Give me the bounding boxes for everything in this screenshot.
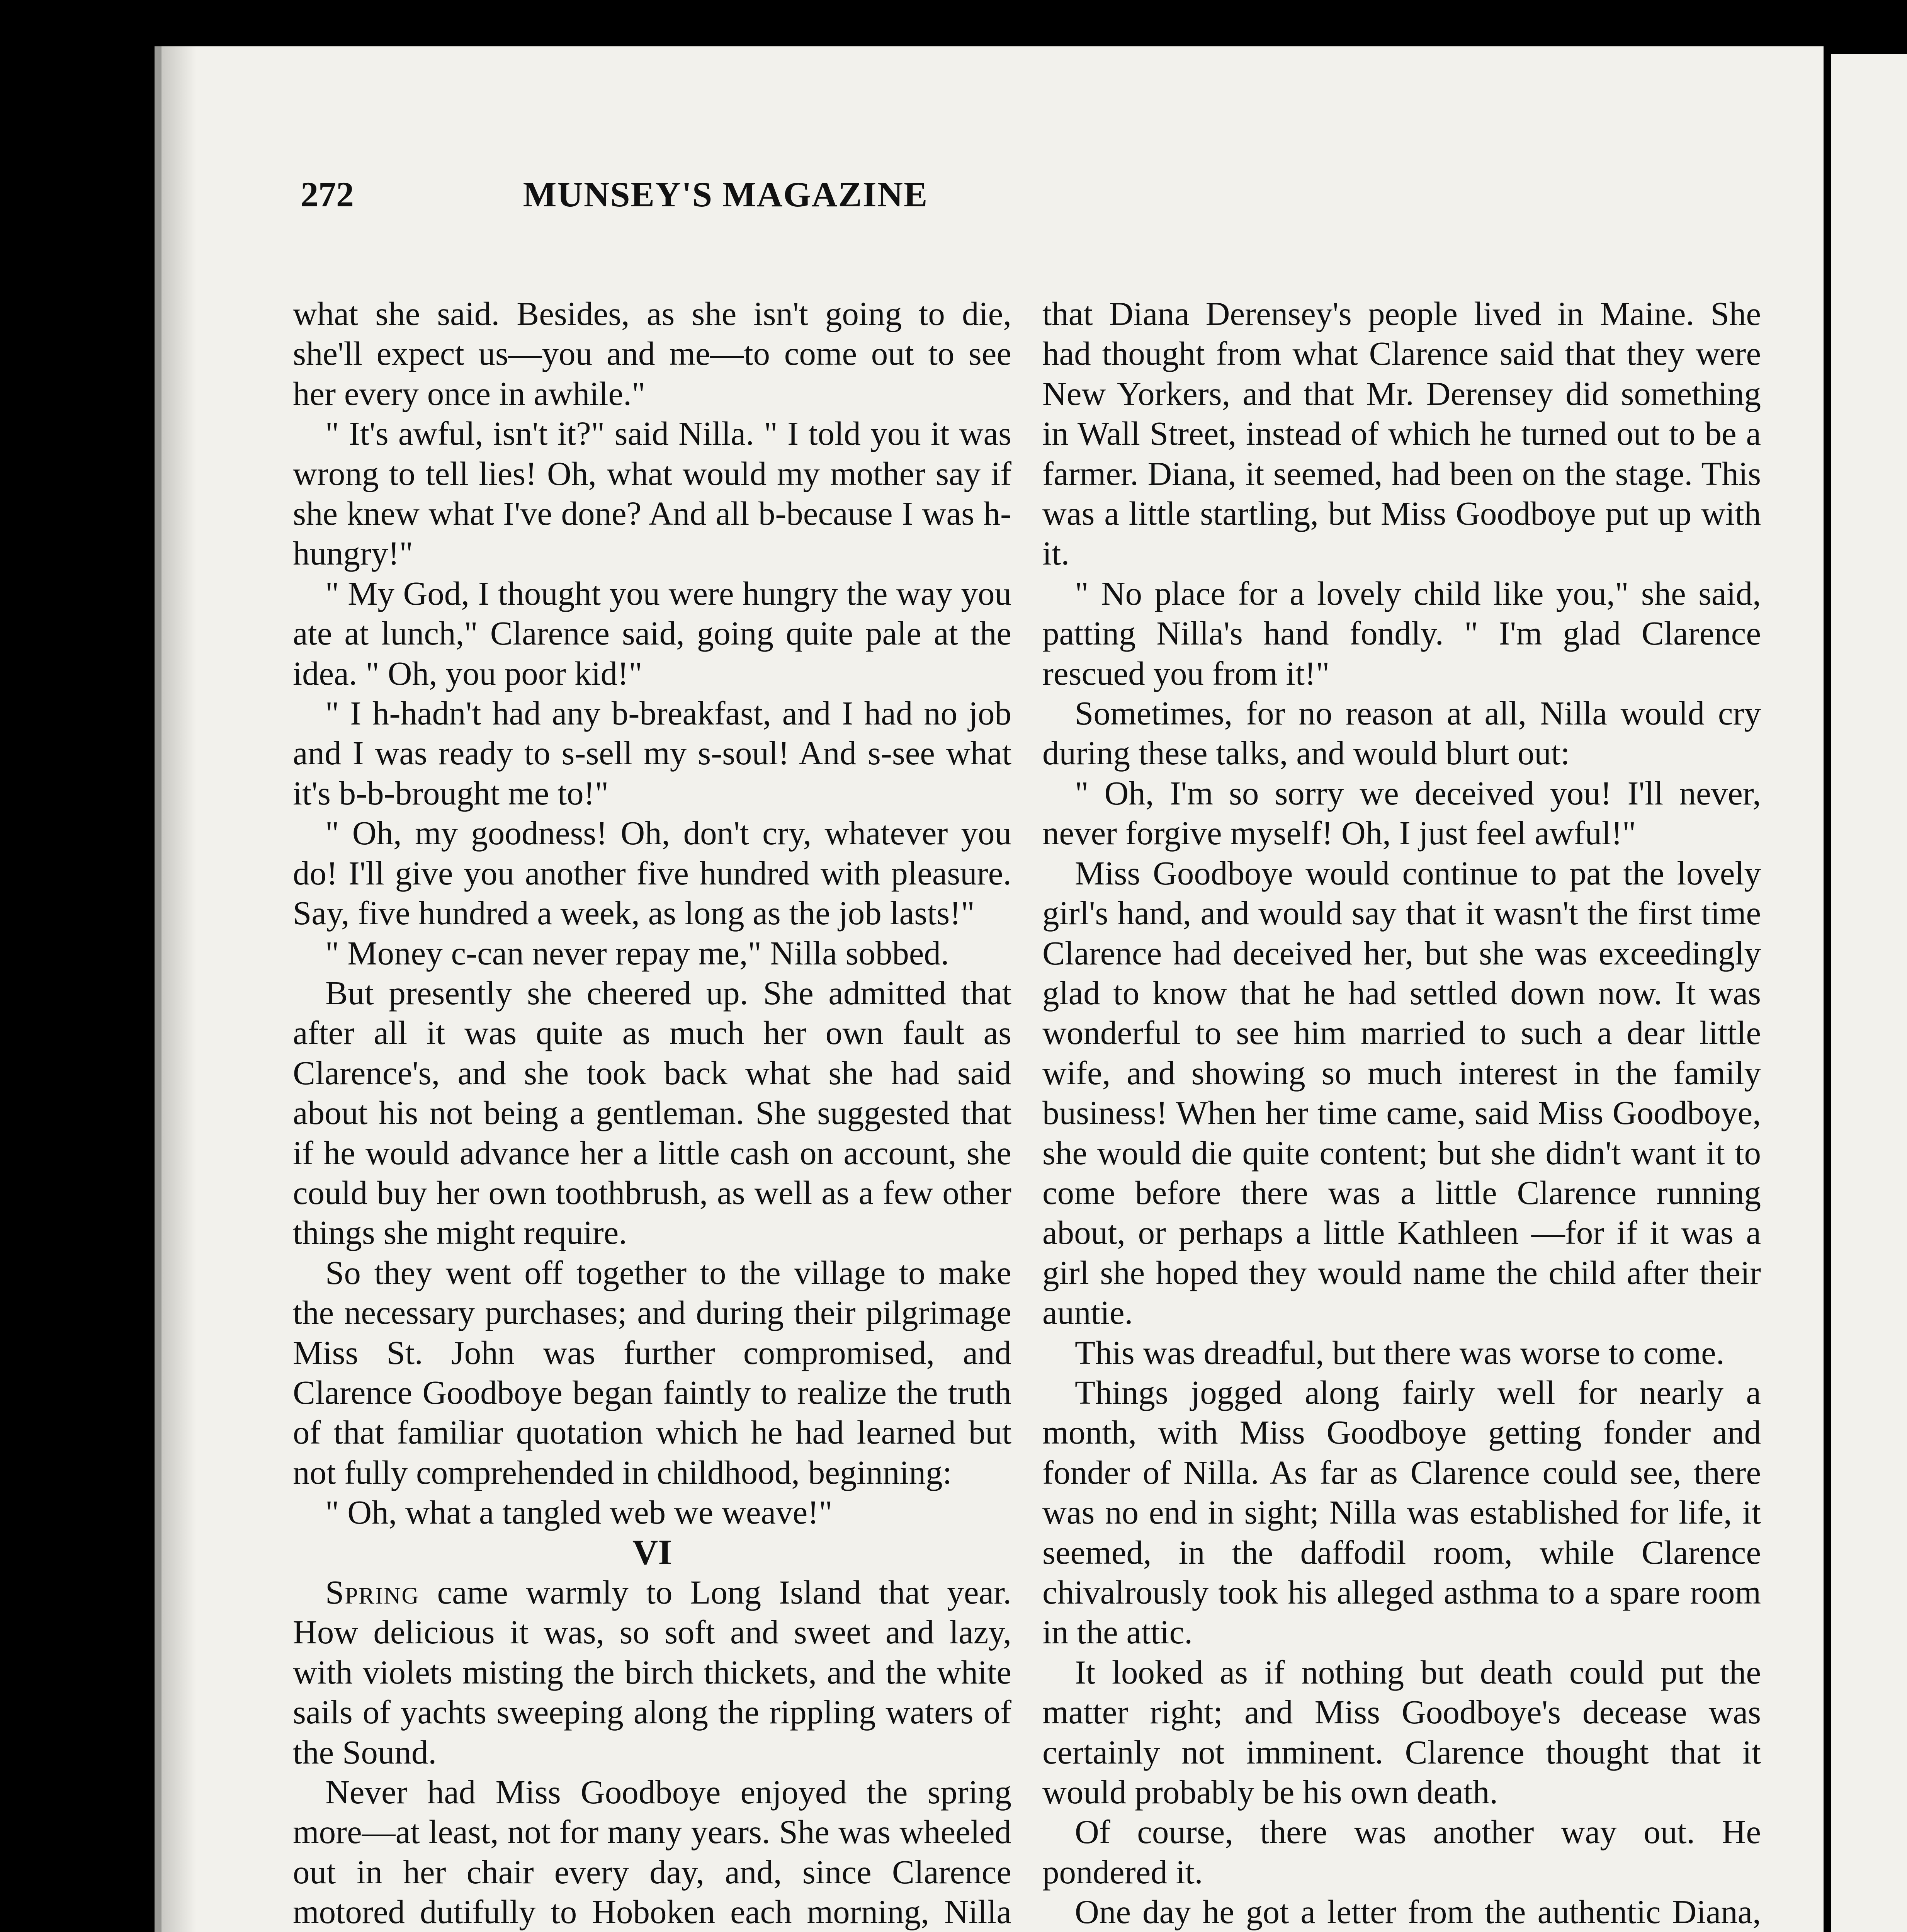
- paragraph-text: came warmly to Long Island that year. How delicious it was, so soft and sweet and lazy, with violets misting the birch thickets, and the white sails of yachts sweeping along the rippling waters of the Sound.: [293, 1573, 1011, 1771]
- paragraph: But presently she cheered up. She admitted that after all it was quite as much her own fault as Clarence's, and she took back what she had said about his not being a gentleman. She suggested that if he would advance her a little cash on account, she could buy her own toothbrush, as well as a few other things she might require.: [293, 974, 1011, 1252]
- section-heading: VI: [632, 1532, 672, 1572]
- paragraph: This was dreadful, but there was worse to come.: [1075, 1333, 1725, 1371]
- paragraph: " Oh, my goodness! Oh, don't cry, whatever you do! I'll give you another five hundred with pleasure. Say, five hundred a week, as long as the job lasts!": [293, 814, 1011, 932]
- paragraph: that Diana Derensey's people lived in Maine. She had thought from what Clarence said that they were New Yorkers, and that Mr. Derensey did something in Wall Street, instead of which he turned out to be a farmer. Diana, it seemed, had been on the stage. This was a little startling, but Miss Goodboye put up with it.: [1042, 295, 1761, 572]
- paragraph: " Money c-can never repay me," Nilla sobbed.: [325, 934, 949, 972]
- paragraph: " No place for a lovely child like you," she said, patting Nilla's hand fondly. " I'm glad Clarence rescued you from it!": [1042, 574, 1761, 692]
- gutter-shadow: [161, 46, 196, 1932]
- left-column: [293, 294, 1011, 1932]
- paragraph: " My God, I thought you were hungry the way you ate at lunch," Clarence said, going quite pale at the idea. " Oh, you poor kid!": [293, 574, 1011, 692]
- right-column: [1042, 294, 1761, 1932]
- paragraph: " It's awful, isn't it?" said Nilla. " I told you it was wrong to tell lies! Oh, what would my mother say if she knew what I've done? And all b-because I was h-hungry!": [293, 415, 1011, 572]
- section-first-word: Spring: [325, 1573, 420, 1611]
- paragraph: Sometimes, for no reason at all, Nilla would cry during these talks, and would blurt out:: [1042, 694, 1761, 772]
- paragraph: One day he got a letter from the authentic Diana,: [1075, 1893, 1761, 1931]
- page-number: 272: [301, 175, 354, 214]
- page-header: [301, 174, 1151, 228]
- paragraph: [293, 1572, 1011, 1772]
- running-title: MUNSEY'S MAGAZINE: [523, 175, 928, 214]
- paragraph: It looked as if nothing but death could put the matter right; and Miss Goodboye's decease was certainly not imminent. Clarence thought that it would probably be his own death.: [1042, 1653, 1761, 1811]
- magazine-page: [155, 46, 1824, 1932]
- paragraph: what she said. Besides, as she isn't going to die, she'll expect us—you and me—to come out to see her every once in awhile.": [293, 295, 1011, 412]
- paragraph: So they went off together to the village to make the necessary purchases; and during their pilgrimage Miss St. John was further compromised, and Clarence Goodboye began faintly to realize the truth of that familiar quotation which he had learned but not fully comprehended in childhood, beginning:: [293, 1253, 1011, 1491]
- paragraph: " I h-hadn't had any b-breakfast, and I had no job and I was ready to s-sell my s-soul! And s-see what it's b-b-brought me to!": [293, 694, 1011, 812]
- paragraph: Of course, there was another way out. He pondered it.: [1042, 1813, 1761, 1891]
- paragraph: " Oh, I'm so sorry we deceived you! I'll never, never forgive myself! Oh, I just feel awful!": [1042, 774, 1761, 852]
- paragraph: Things jogged along fairly well for nearly a month, with Miss Goodboye getting fonder and fonder of Nilla. As far as Clarence could see, there was no end in sight; Nilla was established for life, it seemed, in the daffodil room, while Clarence chivalrously took his alleged asthma to a spare room in the attic.: [1042, 1373, 1761, 1651]
- paragraph: Never had Miss Goodboye enjoyed the spring more—at least, not for many years. She was wheeled out in her chair every day, and, since Clarence motored dutifully to Hoboken each morning, Nilla: [293, 1773, 1011, 1931]
- adjacent-page-edge: [1831, 54, 1907, 1932]
- paragraph: " Oh, what a tangled web we weave!": [325, 1493, 833, 1531]
- paragraph: Miss Goodboye would continue to pat the lovely girl's hand, and would say that it wasn't the first time Clarence had deceived her, but she was exceedingly glad to know that he had settled down now. It was wonderful to see him married to such a dear little wife, and showing so much interest in the family business! When her time came, said Miss Goodboye, she would die quite content; but she didn't want it to come before there was a little Clarence running about, or perhaps a little Kathleen —for if it was a girl she hoped they would name the child after their auntie.: [1042, 854, 1761, 1332]
